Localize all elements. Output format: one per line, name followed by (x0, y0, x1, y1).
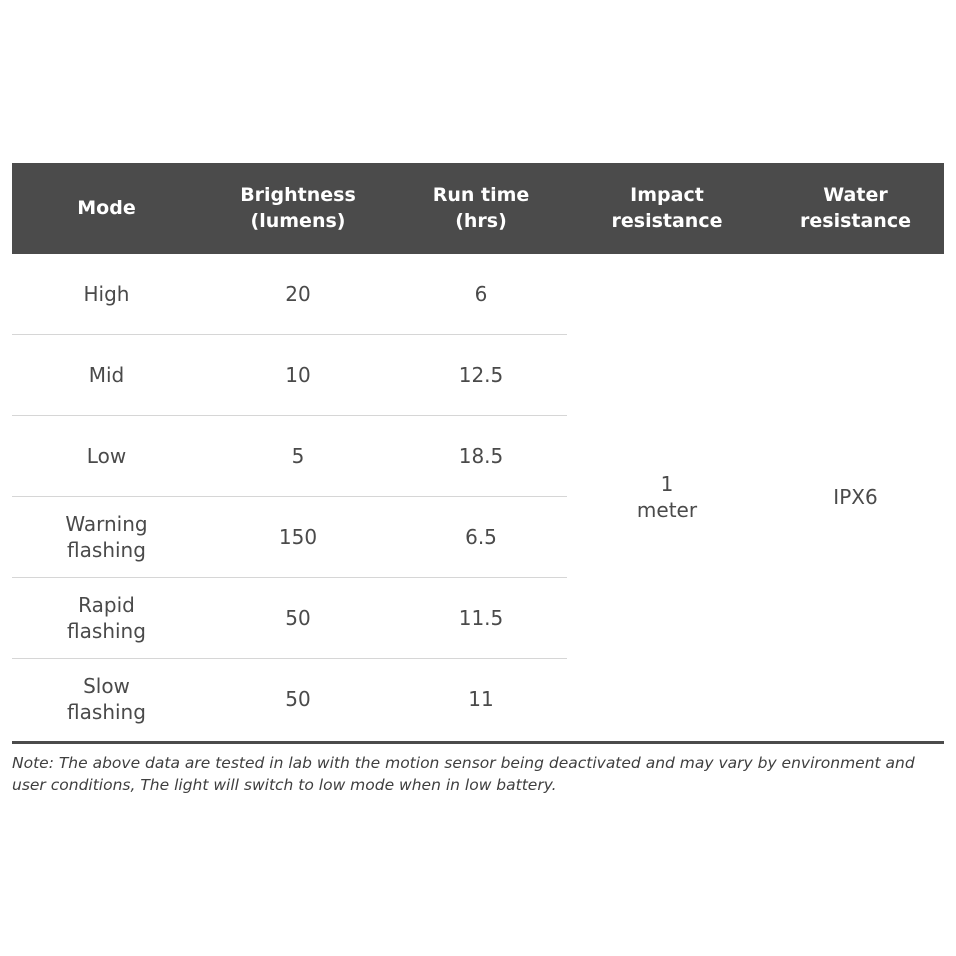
column-header-mode (12, 163, 201, 254)
table-header-row (12, 163, 944, 254)
cell-brightness: 50 (201, 578, 395, 659)
table-note: Note: The above data are tested in lab with the motion sensor being deactivated and may vary by environment and user conditions, The light will switch to low mode when in low battery. (12, 754, 915, 795)
cell-runtime: 6.5 (395, 497, 567, 578)
cell-runtime: 12.5 (395, 335, 567, 416)
cell-runtime: 18.5 (395, 416, 567, 497)
cell-mode-line1: Rapid (78, 593, 135, 618)
cell-water-resistance (767, 254, 944, 739)
cell-mode-line1: Warning (65, 512, 148, 537)
cell-impact-resistance (567, 254, 767, 739)
table-row (12, 254, 944, 335)
table-header (12, 163, 944, 254)
cell-mode-line2: flashing (67, 700, 146, 725)
cell-mode (12, 416, 201, 497)
cell-brightness: 20 (201, 254, 395, 335)
note-divider (12, 741, 944, 744)
cell-impact-line2: meter (636, 497, 698, 522)
cell-runtime: 11 (395, 659, 567, 740)
cell-mode-line2: flashing (67, 538, 146, 563)
column-header-runtime-line2: (hrs) (455, 209, 507, 232)
cell-brightness: 10 (201, 335, 395, 416)
column-header-runtime-line1: Run time (432, 184, 530, 206)
cell-mode (12, 254, 201, 335)
cell-brightness: 5 (201, 416, 395, 497)
specification-table (12, 163, 944, 739)
cell-mode-line2: flashing (67, 619, 146, 644)
table-body (12, 254, 944, 739)
column-header-impact-line1: Impact (630, 184, 704, 206)
column-header-water-line1: Water (823, 184, 888, 206)
cell-mode-line1: Slow (83, 674, 130, 699)
cell-runtime: 6 (395, 254, 567, 335)
cell-mode-line1: Low (86, 444, 127, 469)
column-header-impact-line2: resistance (611, 209, 723, 232)
cell-impact-line1: 1 (660, 471, 674, 496)
column-header-brightness-line2: (lumens) (250, 209, 346, 232)
cell-brightness: 50 (201, 659, 395, 740)
cell-mode-line1: High (83, 282, 130, 307)
cell-mode (12, 659, 201, 740)
column-header-impact-resistance (567, 163, 767, 254)
cell-runtime: 11.5 (395, 578, 567, 659)
column-header-mode-line1: Mode (77, 196, 136, 219)
cell-water-line1: IPX6 (833, 484, 878, 509)
cell-mode-line1: Mid (88, 363, 125, 388)
column-header-brightness-line1: Brightness (240, 184, 356, 206)
cell-mode (12, 578, 201, 659)
column-header-water-resistance (767, 163, 944, 254)
cell-brightness: 150 (201, 497, 395, 578)
cell-mode (12, 335, 201, 416)
cell-mode (12, 497, 201, 578)
column-header-brightness (201, 163, 395, 254)
column-header-water-line2: resistance (800, 209, 911, 232)
column-header-runtime (395, 163, 567, 254)
